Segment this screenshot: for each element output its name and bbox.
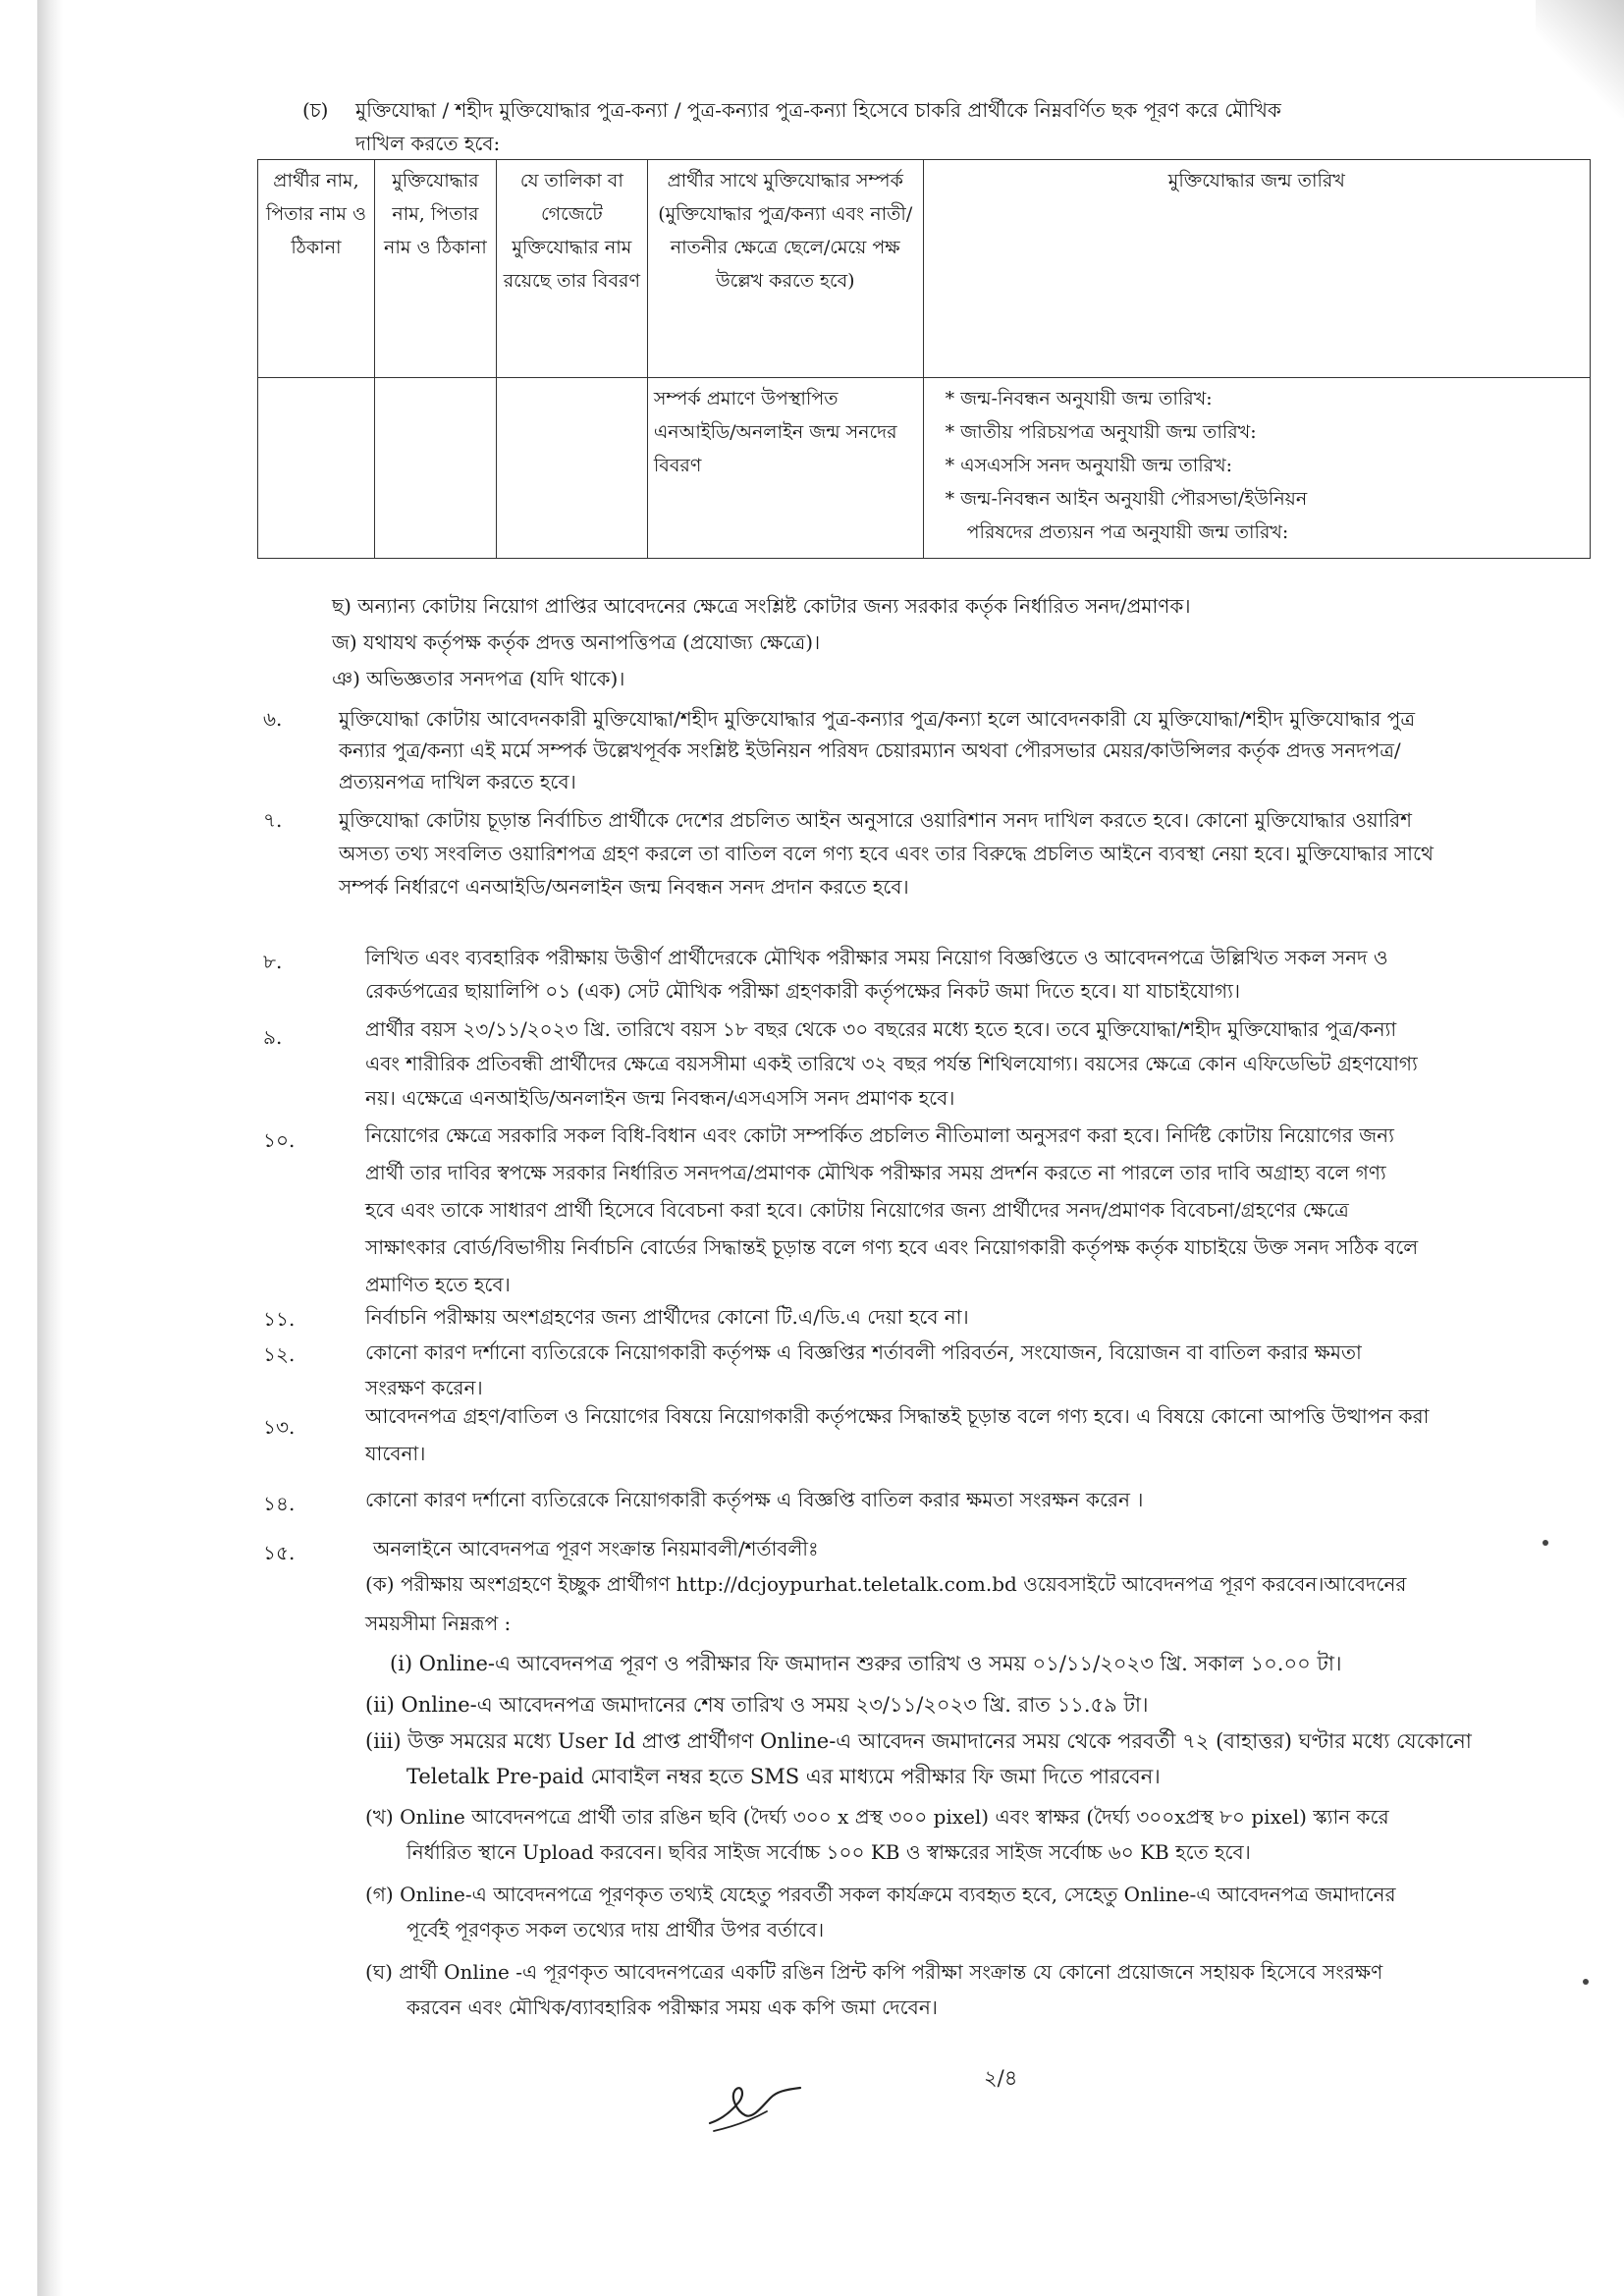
- birth-date-line: পরিষদের প্রত্যয়ন পত্র অনুযায়ী জন্ম তারিখ:: [966, 521, 1289, 543]
- freedom-fighter-table: [257, 159, 1591, 559]
- item-7-line: সম্পর্ক নির্ধারণে এনআইডি/অনলাইন জন্ম নিবন্ধন সনদ প্রদান করতে হবে।: [339, 875, 909, 899]
- item-10-line: নিয়োগের ক্ষেত্রে সরকারি সকল বিধি-বিধান এবং কোটা সম্পর্কিত প্রচলিত নীতিমালা অনুসরণ করা হবে। নির্দিষ্ট কোটায় নিয়োগের জন্য: [365, 1123, 1394, 1147]
- item-9-line: প্রার্থীর বয়স ২৩/১১/২০২৩ খ্রি. তারিখে বয়স ১৮ বছর থেকে ৩০ বছরের মধ্যে হতে হবে। তবে মুক্তিযোদ্ধা/শহীদ মুক্তিযোদ্ধার পুত্র/কন্যা: [365, 1017, 1397, 1041]
- table-cell-empty: [374, 378, 496, 559]
- item-13-line: যাবেনা।: [365, 1442, 426, 1465]
- scan-speck: [1583, 1979, 1589, 1985]
- table-cell-nid-details: সম্পর্ক প্রমাণে উপস্থাপিত এনআইডি/অনলাইন জন্ম সনদের বিবরণ: [647, 378, 923, 559]
- sub-item-chha: ছ) অন্যান্য কোটায় নিয়োগ প্রাপ্তির আবেদনের ক্ষেত্রে সংশ্লিষ্ট কোটার জন্য সরকার কর্তৃক নির্ধারিত সনদ/প্রমাণক।: [332, 594, 1191, 618]
- table-cell-birth-dates: [923, 378, 1590, 559]
- section-cha-line1: মুক্তিযোদ্ধা / শহীদ মুক্তিযোদ্ধার পুত্র-কন্যা / পুত্র-কন্যার পুত্র-কন্যা হিসেবে চাকরি প্রার্থীকে নিম্নবর্ণিত ছক পূরণ করে মৌখিক: [355, 98, 1281, 122]
- item-number: ৭.: [263, 808, 283, 832]
- table-header-cell: মুক্তিযোদ্ধার নাম, পিতার নাম ও ঠিকানা: [374, 160, 496, 378]
- table-header-cell: প্রার্থীর নাম, পিতার নাম ও ঠিকানা: [258, 160, 375, 378]
- item-number: ১১.: [263, 1307, 296, 1331]
- online-deadline-iii-line1: (iii) উক্ত সময়ের মধ্যে User Id প্রাপ্ত প্রার্থীগণ Online-এ আবেদন জমাদানের সময় থেকে পরবর্তী ৭২ (বাহাত্তর) ঘণ্টার মধ্যে যেকোনো: [365, 1729, 1472, 1753]
- birth-date-line: * জাতীয় পরিচয়পত্র অনুযায়ী জন্ম তারিখ:: [945, 421, 1257, 443]
- item-8-line: রেকর্ডপত্রের ছায়ালিপি ০১ (এক) সেট মৌখিক পরীক্ষা গ্রহণকারী কর্তৃপক্ষের নিকট জমা দিতে হবে। যা যাচাইযোগ্য।: [365, 979, 1241, 1003]
- page-number: ২/৪: [984, 2066, 1018, 2090]
- item-6-line: প্রত্যয়নপত্র দাখিল করতে হবে।: [339, 770, 576, 793]
- item-9-line: নয়। এক্ষেত্রে এনআইডি/অনলাইন জন্ম নিবন্ধন/এসএসসি সনদ প্রমাণক হবে।: [365, 1086, 955, 1110]
- online-deadline-iii-line2: Teletalk Pre-paid মোবাইল নম্বর হতে SMS এর মাধ্যমে পরীক্ষার ফি জমা দিতে পারবেন।: [406, 1765, 1161, 1788]
- signature-scribble-icon: [702, 2072, 810, 2141]
- online-kha-line2: নির্ধারিত স্থানে Upload করবেন। ছবির সাইজ সর্বোচ্চ ১০০ KB ও স্বাক্ষরের সাইজ সর্বোচ্চ ৬০ KB হতে হবে।: [406, 1840, 1251, 1864]
- item-10-line: সাক্ষাৎকার বোর্ড/বিভাগীয় নির্বাচনি বোর্ডের সিদ্ধান্তই চূড়ান্ত বলে গণ্য হবে এবং নিয়োগকারী কর্তৃপক্ষ কর্তৃক যাচাইয়ে উক্ত সনদ সঠিক বলে: [365, 1235, 1419, 1259]
- item-number: ১৩.: [263, 1415, 296, 1439]
- birth-date-line: * জন্ম-নিবন্ধন অনুযায়ী জন্ম তারিখ:: [945, 388, 1213, 410]
- table-header-cell: যে তালিকা বা গেজেটে মুক্তিযোদ্ধার নাম রয়েছে তার বিবরণ: [496, 160, 647, 378]
- item-7-line: অসত্য তথ্য সংবলিত ওয়ারিশপত্র গ্রহণ করলে তা বাতিল বলে গণ্য হবে এবং তার বিরুদ্ধে প্রচলিত আইনে ব্যবস্থা নেয়া হবে। মুক্তিযোদ্ধার সাথে: [339, 842, 1434, 865]
- sub-item-ja: জ) যথাযথ কর্তৃপক্ষ কর্তৃক প্রদত্ত অনাপত্তিপত্র (প্রযোজ্য ক্ষেত্রে)।: [332, 630, 821, 654]
- table-cell-empty: [258, 378, 375, 559]
- item-12-line: সংরক্ষণ করেন।: [365, 1376, 483, 1399]
- item-6-line: মুক্তিযোদ্ধা কোটায় আবেদনকারী মুক্তিযোদ্ধা/শহীদ মুক্তিযোদ্ধার পুত্র-কন্যার পুত্র/কন্যা হলে আবেদনকারী যে মুক্তিযোদ্ধা/শহীদ মুক্তিযোদ্ধার পুত্র: [339, 707, 1416, 731]
- scan-speck: [1543, 1540, 1548, 1546]
- item-number: ৯.: [263, 1025, 283, 1049]
- item-8-line: লিখিত এবং ব্যবহারিক পরীক্ষায় উত্তীর্ণ প্রার্থীদেরকে মৌখিক পরীক্ষার সময় নিয়োগ বিজ্ঞপ্তিতে ও আবেদনপত্রে উল্লিখিত সকল সনদ ও: [365, 946, 1388, 969]
- online-ga-line1: (গ) Online-এ আবেদনপত্রে পূরণকৃত তথ্যই যেহেতু পরবর্তী সকল কার্যক্রমে ব্যবহৃত হবে, সেহেতু Online-এ আবেদনপত্র জমাদানের: [365, 1883, 1396, 1906]
- item-11-line: নির্বাচনি পরীক্ষায় অংশগ্রহণের জন্য প্রার্থীদের কোনো টি.এ/ডি.এ দেয়া হবে না।: [365, 1305, 969, 1329]
- item-14-line: কোনো কারণ দর্শানো ব্যতিরেকে নিয়োগকারী কর্তৃপক্ষ এ বিজ্ঞপ্তি বাতিল করার ক্ষমতা সংরক্ষন করেন ।: [365, 1488, 1144, 1511]
- item-10-line: প্রমাণিত হতে হবে।: [365, 1273, 511, 1296]
- item-number: ১২.: [263, 1342, 296, 1366]
- item-15-line: অনলাইনে আবেদনপত্র পূরণ সংক্রান্ত নিয়মাবলী/শর্তাবলীঃ: [373, 1537, 819, 1560]
- section-cha-marker: (চ): [302, 98, 329, 122]
- item-number: ১৫.: [263, 1541, 296, 1564]
- item-10-line: প্রার্থী তার দাবির স্বপক্ষে সরকার নির্ধারিত সনদপত্র/প্রমাণক মৌখিক পরীক্ষার সময় প্রদর্শন করতে না পারলে তার দাবি অগ্রাহ্য বলে গণ্য: [365, 1161, 1386, 1184]
- online-kha-line1: (খ) Online আবেদনপত্রে প্রার্থী তার রঙিন ছবি (দৈর্ঘ্য ৩০০ x প্রস্থ ৩০০ pixel) এবং স্বাক্ষর (দৈর্ঘ্য ৩০০xপ্রস্থ ৮০ pixel) স্ক্যান করে: [365, 1805, 1389, 1829]
- online-deadline-ii: (ii) Online-এ আবেদনপত্র জমাদানের শেষ তারিখ ও সময় ২৩/১১/২০২৩ খ্রি. রাত ১১.৫৯ টা।: [365, 1693, 1149, 1717]
- item-12-line: কোনো কারণ দর্শানো ব্যতিরেকে নিয়োগকারী কর্তৃপক্ষ এ বিজ্ঞপ্তির শর্তাবলী পরিবর্তন, সংযোজন, বিয়োজন বা বাতিল করার ক্ষমতা: [365, 1340, 1362, 1364]
- online-ga-line2: পূর্বেই পূরণকৃত সকল তথ্যের দায় প্রার্থীর উপর বর্তাবে।: [406, 1918, 825, 1941]
- item-7-line: মুক্তিযোদ্ধা কোটায় চূড়ান্ত নির্বাচিত প্রার্থীকে দেশের প্রচলিত আইন অনুসারে ওয়ারিশান সনদ দাখিল করতে হবে। কোনো মুক্তিযোদ্ধার ওয়ারিশ: [339, 808, 1413, 832]
- item-number: ১০.: [263, 1128, 296, 1152]
- item-number: ৬.: [263, 707, 283, 731]
- item-6-line: কন্যার পুত্র/কন্যা এই মর্মে সম্পর্ক উল্লেখপূর্বক সংশ্লিষ্ট ইউনিয়ন পরিষদ চেয়ারম্যান অথবা পৌরসভার মেয়র/কাউন্সিলর কর্তৃক প্রদত্ত সনদপত্র/: [339, 738, 1401, 762]
- table-header-cell: মুক্তিযোদ্ধার জন্ম তারিখ: [923, 160, 1590, 378]
- scan-edge-shadow: [37, 0, 63, 2296]
- online-deadline-i: (i) Online-এ আবেদনপত্র পূরণ ও পরীক্ষার ফি জমাদান শুরুর তারিখ ও সময় ০১/১১/২০২৩ খ্রি. সকাল ১০.০০ টা।: [390, 1652, 1342, 1675]
- birth-date-line: * এসএসসি সনদ অনুযায়ী জন্ম তারিখ:: [945, 455, 1232, 476]
- item-number: ১৪.: [263, 1492, 296, 1515]
- online-gha-line1: (ঘ) প্রার্থী Online -এ পূরণকৃত আবেদনপত্রের একটি রঙিন প্রিন্ট কপি পরীক্ষা সংক্রান্ত যে কোনো প্রয়োজনে সহায়ক হিসেবে সংরক্ষণ: [365, 1960, 1383, 1984]
- online-ka-line2: সময়সীমা নিম্নরূপ :: [365, 1612, 512, 1635]
- item-10-line: হবে এবং তাকে সাধারণ প্রার্থী হিসেবে বিবেচনা করা হবে। কোটায় নিয়োগের জন্য প্রার্থীদের সনদ/প্রমাণক বিবেচনা/গ্রহণের ক্ষেত্রে: [365, 1198, 1349, 1222]
- table-cell-empty: [496, 378, 647, 559]
- table-header-cell: প্রার্থীর সাথে মুক্তিযোদ্ধার সম্পর্ক (মুক্তিযোদ্ধার পুত্র/কন্যা এবং নাতী/নাতনীর ক্ষেত্রে ছেলে/মেয়ে পক্ষ উল্লেখ করতে হবে): [647, 160, 923, 378]
- online-ka-line1: (ক) পরীক্ষায় অংশগ্রহণে ইচ্ছুক প্রার্থীগণ http://dcjoypurhat.teletalk.com.bd ওয়েবসাইটে আবেদনপত্র পূরণ করবেন।আবেদনের: [365, 1572, 1407, 1596]
- item-9-line: এবং শারীরিক প্রতিবন্ধী প্রার্থীদের ক্ষেত্রে বয়সসীমা একই তারিখে ৩২ বছর পর্যন্ত শিথিলযোগ্য। বয়সের ক্ষেত্রে কোন এফিডেভিট গ্রহণযোগ্য: [365, 1052, 1418, 1075]
- birth-date-line: * জন্ম-নিবন্ধন আইন অনুযায়ী পৌরসভা/ইউনিয়ন: [945, 488, 1308, 510]
- online-gha-line2: করবেন এবং মৌখিক/ব্যাবহারিক পরীক্ষার সময় এক কপি জমা দেবেন।: [406, 1995, 938, 2019]
- section-cha-line2: দাখিল করতে হবে:: [355, 132, 501, 155]
- item-number: ৮.: [263, 950, 283, 973]
- sub-item-nya: ঞ) অভিজ্ঞতার সনদপত্র (যদি থাকে)।: [332, 667, 625, 690]
- item-13-line: আবেদনপত্র গ্রহণ/বাতিল ও নিয়োগের বিষয়ে নিয়োগকারী কর্তৃপক্ষের সিদ্ধান্তই চূড়ান্ত বলে গণ্য হবে। এ বিষয়ে কোনো আপত্তি উত্থাপন করা: [365, 1404, 1430, 1428]
- scan-corner-fold: [1536, 0, 1624, 118]
